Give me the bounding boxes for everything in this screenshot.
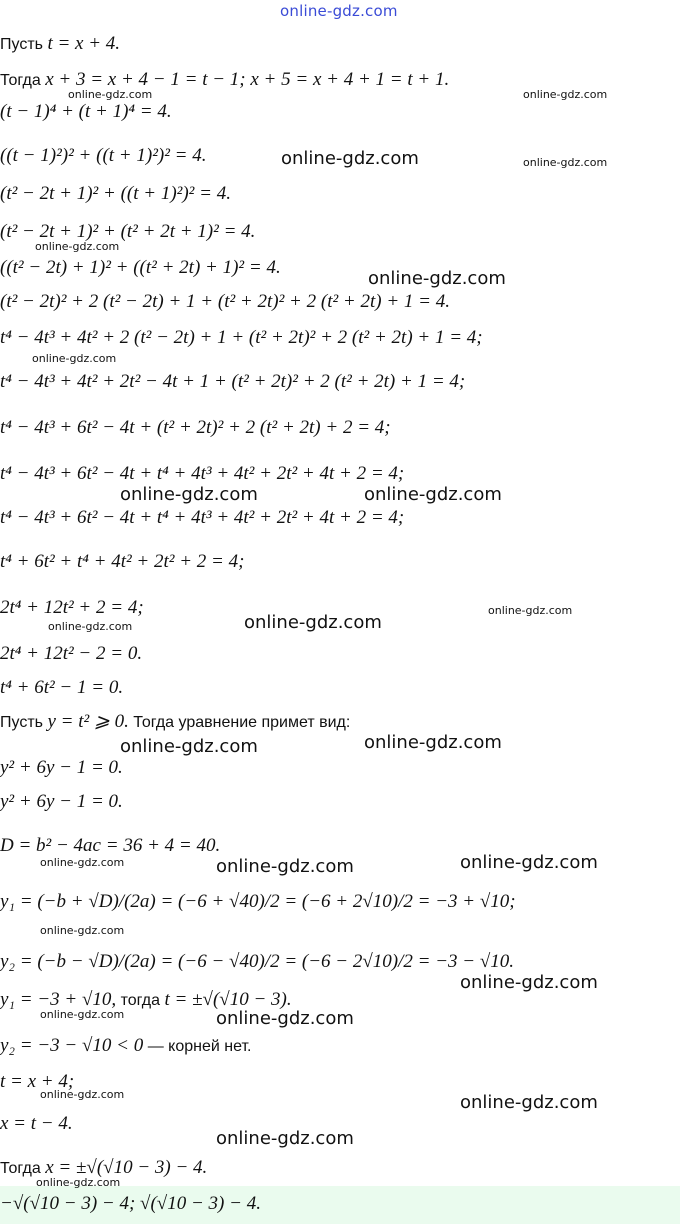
solution-line <box>0 182 231 206</box>
solution-line <box>0 950 514 974</box>
solution-line <box>0 710 350 735</box>
math-expression: (t² − 2t + 1)² + (t² + 2t + 1)² = 4. <box>0 221 256 242</box>
math-expression: t⁴ − 4t³ + 6t² − 4t + (t² + 2t)² + 2 (t² + 2t) + 2 = 4; <box>0 417 391 438</box>
watermark: online-gdz.com <box>120 484 258 505</box>
watermark: online-gdz.com <box>40 1008 125 1021</box>
watermark: online-gdz.com <box>48 620 133 633</box>
math-expression: y₂ = (−b − √D)/(2a) = (−6 − √40)/2 = (−6 − 2√10)/2 = −3 − √10. <box>0 951 515 972</box>
solution-line <box>0 144 207 168</box>
solution-line <box>0 416 391 440</box>
solution-line <box>0 1192 261 1216</box>
watermark: online-gdz.com <box>488 604 573 617</box>
math-expression: y₂ = −3 − √10 < 0 <box>0 1035 144 1056</box>
text-lead: Пусть <box>0 36 48 53</box>
watermark: online-gdz.com <box>244 612 382 633</box>
watermark: online-gdz.com <box>120 736 258 757</box>
math-expression: (t − 1)⁴ + (t + 1)⁴ = 4. <box>0 101 172 122</box>
text-lead: Пусть <box>0 714 48 731</box>
watermark: online-gdz.com <box>460 852 598 873</box>
text-tail: — корней нет. <box>143 1038 252 1055</box>
watermark: online-gdz.com <box>364 484 502 505</box>
math-expression: t⁴ − 4t³ + 6t² − 4t + t⁴ + 4t³ + 4t² + 2t² + 4t + 2 = 4; <box>0 463 405 484</box>
math-expression: 2t⁴ + 12t² + 2 = 4; <box>0 597 144 618</box>
math-expression: y² + 6y − 1 = 0. <box>0 791 123 812</box>
watermark: online-gdz.com <box>281 148 419 169</box>
solution-line <box>0 550 244 574</box>
watermark: online-gdz.com <box>216 1008 354 1029</box>
math-expression: (t² − 2t + 1)² + ((t + 1)²)² = 4. <box>0 183 231 204</box>
watermark: online-gdz.com <box>460 1092 598 1113</box>
solution-line <box>0 100 172 124</box>
solution-line <box>0 1034 251 1059</box>
watermark: online-gdz.com <box>40 856 125 869</box>
solution-line <box>0 676 123 700</box>
solution-line <box>0 462 404 486</box>
watermark: online-gdz.com <box>523 156 608 169</box>
watermark: online-gdz.com <box>35 240 120 253</box>
watermark: online-gdz.com <box>523 88 608 101</box>
solution-line <box>0 790 123 814</box>
solution-line <box>0 326 483 350</box>
math-expression: D = b² − 4ac = 36 + 4 = 40. <box>0 835 221 856</box>
text-tail: Тогда уравнение примет вид: <box>128 714 351 731</box>
watermark: online-gdz.com <box>368 268 506 289</box>
solution-line <box>0 596 144 620</box>
watermark: online-gdz.com <box>364 732 502 753</box>
solution-line <box>0 290 450 314</box>
math-expression: t⁴ − 4t³ + 4t² + 2 (t² − 2t) + 1 + (t² + 2t)² + 2 (t² + 2t) + 1 = 4; <box>0 327 483 348</box>
solution-line <box>0 370 465 394</box>
text-lead: Тогда <box>0 1160 46 1177</box>
math-expression: y = t² ⩾ 0. <box>47 711 129 732</box>
math-expression: x = ±√(√10 − 3) − 4. <box>45 1157 208 1178</box>
text-tail: тогда <box>116 992 165 1009</box>
solution-line <box>0 834 220 858</box>
math-expression: t = x + 4. <box>47 33 121 54</box>
math-expression: x = t − 4. <box>0 1113 73 1134</box>
math-expression: y₁ = −3 + √10, <box>0 989 117 1010</box>
math-expression: y₁ = (−b + √D)/(2a) = (−6 + √40)/2 = (−6 + 2√10)/2 = −3 + √10; <box>0 891 516 912</box>
solution-line <box>0 756 123 780</box>
watermark: online-gdz.com <box>32 352 117 365</box>
text-lead: Тогда <box>0 72 46 89</box>
header-watermark: online-gdz.com <box>280 2 398 20</box>
solution-line <box>0 890 516 914</box>
math-expression: (t² − 2t)² + 2 (t² − 2t) + 1 + (t² + 2t)² + 2 (t² + 2t) + 1 = 4. <box>0 291 450 312</box>
watermark: online-gdz.com <box>216 856 354 877</box>
math-expression: t⁴ − 4t³ + 4t² + 2t² − 4t + 1 + (t² + 2t)² + 2 (t² + 2t) + 1 = 4; <box>0 371 466 392</box>
math-expression: x + 3 = x + 4 − 1 = t − 1; x + 5 = x + 4 + 1 = t + 1. <box>45 69 450 90</box>
math-expression: −√(√10 − 3) − 4; √(√10 − 3) − 4. <box>0 1193 261 1214</box>
solution-line <box>0 506 404 530</box>
math-expression: y² + 6y − 1 = 0. <box>0 757 123 778</box>
solution-line <box>0 642 142 666</box>
watermark: online-gdz.com <box>36 1176 121 1189</box>
math-expression: ((t − 1)²)² + ((t + 1)²)² = 4. <box>0 145 207 166</box>
math-expression: t⁴ + 6t² + t⁴ + 4t² + 2t² + 2 = 4; <box>0 551 245 572</box>
watermark: online-gdz.com <box>40 1088 125 1101</box>
watermark: online-gdz.com <box>40 924 125 937</box>
watermark: online-gdz.com <box>68 88 153 101</box>
watermark: online-gdz.com <box>216 1128 354 1149</box>
watermark: online-gdz.com <box>460 972 598 993</box>
math-expression: 2t⁴ + 12t² − 2 = 0. <box>0 643 143 664</box>
math-expression: t = x + 4; <box>0 1071 75 1092</box>
math-expression: t⁴ + 6t² − 1 = 0. <box>0 677 124 698</box>
math-expression: t = ±√(√10 − 3). <box>164 989 292 1010</box>
solution-line <box>0 256 281 280</box>
math-expression: ((t² − 2t) + 1)² + ((t² + 2t) + 1)² = 4. <box>0 257 281 278</box>
solution-line <box>0 32 120 57</box>
solution-line <box>0 1112 73 1136</box>
math-expression: t⁴ − 4t³ + 6t² − 4t + t⁴ + 4t³ + 4t² + 2t² + 4t + 2 = 4; <box>0 507 405 528</box>
